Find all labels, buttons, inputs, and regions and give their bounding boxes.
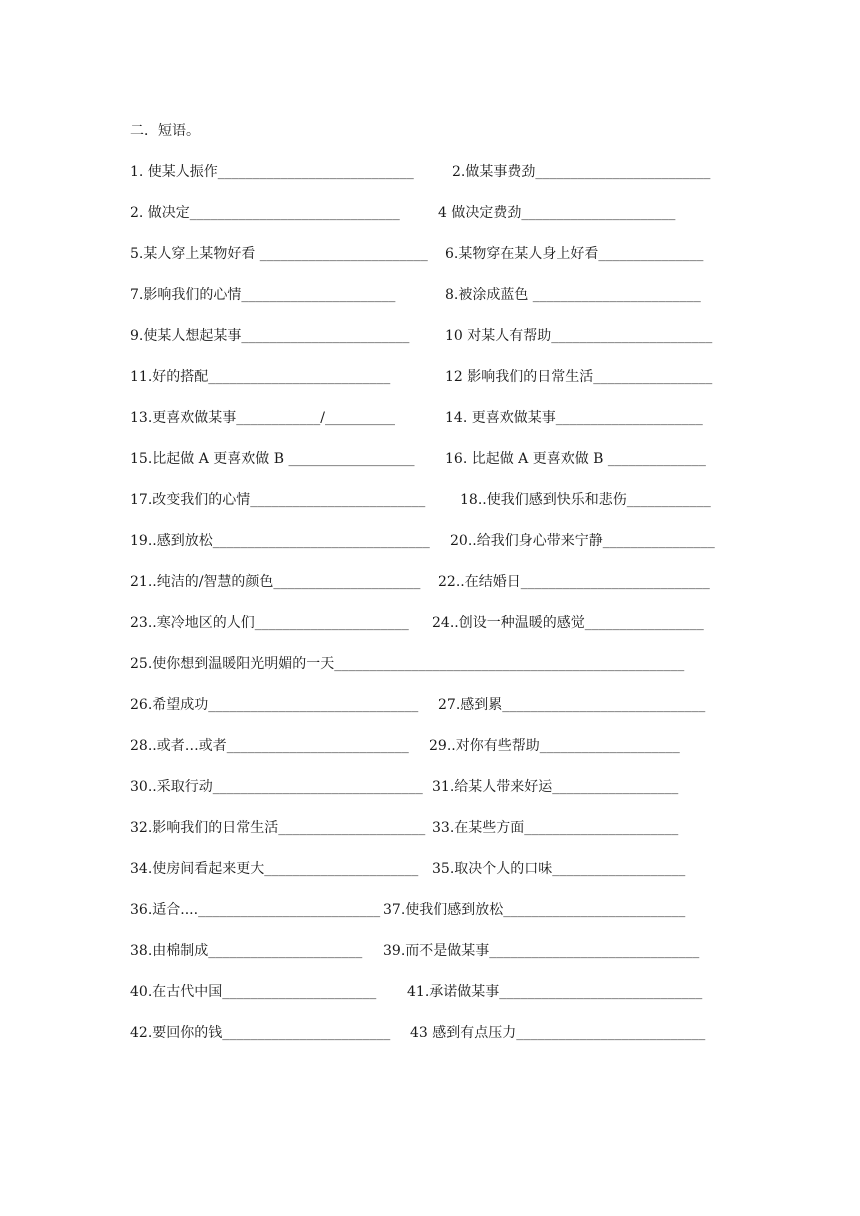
phrase-item: 42.要回你的钱________________________	[130, 1025, 391, 1041]
phrase-item: 7.影响我们的心情______________________	[130, 287, 396, 303]
phrase-item: 32.影响我们的日常生活_____________________	[130, 820, 426, 836]
phrase-item: 16. 比起做 A 更喜欢做 B ______________	[445, 451, 706, 467]
phrase-item: 14. 更喜欢做某事_____________________	[445, 410, 703, 426]
phrase-item: 26.希望成功______________________________	[130, 697, 419, 713]
phrase-item: 12 影响我们的日常生活_________________	[445, 369, 713, 385]
phrase-item: 40.在古代中国______________________	[130, 984, 377, 1000]
phrase-item: 5.某人穿上某物好看 ________________________	[130, 246, 428, 262]
phrase-item: 41.承诺做某事_____________________________	[407, 984, 703, 1000]
phrase-item: 13.更喜欢做某事____________/__________	[130, 410, 395, 426]
phrase-item: 25.使你想到温暖阳光明媚的一天__________________________________________________	[130, 656, 685, 672]
phrase-item: 2.做某事费劲_________________________	[452, 164, 711, 180]
phrase-item: 22..在结婚日___________________________	[438, 574, 710, 590]
phrase-item: 11.好的搭配__________________________	[130, 369, 391, 385]
phrase-item: 20..给我们身心带来宁静________________	[450, 533, 715, 549]
phrase-item: 21..纯洁的/智慧的颜色_____________________	[130, 574, 421, 590]
phrase-item: 35.取决个人的口味___________________	[432, 861, 686, 877]
phrase-item: 2. 做决定______________________________	[130, 205, 400, 221]
phrase-item: 38.由棉制成______________________	[130, 943, 363, 959]
phrase-item: 34.使房间看起来更大______________________	[130, 861, 419, 877]
phrase-item: 27.感到累_____________________________	[438, 697, 706, 713]
phrase-item: 39.而不是做某事______________________________	[383, 943, 700, 959]
phrase-item: 31.给某人带来好运__________________	[432, 779, 679, 795]
phrase-item: 19..感到放松_______________________________	[130, 533, 430, 549]
phrase-item: 43 感到有点压力___________________________	[410, 1025, 706, 1041]
phrase-item: 8.被涂成蓝色 ________________________	[445, 287, 701, 303]
phrase-item: 37.使我们感到放松__________________________	[383, 902, 686, 918]
phrase-item: 10 对某人有帮助_______________________	[445, 328, 713, 344]
phrase-item: 6.某物穿在某人身上好看_______________	[445, 246, 704, 262]
phrase-item: 15.比起做 A 更喜欢做 B __________________	[130, 451, 415, 467]
phrase-item: 29..对你有些帮助____________________	[429, 738, 680, 754]
phrase-item: 23..寒冷地区的人们______________________	[130, 615, 409, 631]
phrase-item: 17.改变我们的心情_________________________	[130, 492, 426, 508]
phrase-item: 18..使我们感到快乐和悲伤____________	[460, 492, 711, 508]
phrase-item: 9.使某人想起某事________________________	[130, 328, 410, 344]
phrase-item: 30..采取行动______________________________	[130, 779, 423, 795]
phrase-item: 28..或者…或者__________________________	[130, 738, 409, 754]
phrase-item: 24..创设一种温暖的感觉_________________	[432, 615, 704, 631]
phrase-item: 1. 使某人振作____________________________	[130, 164, 414, 180]
section-heading: 二．短语。	[130, 123, 200, 139]
phrase-item: 36.适合....__________________________	[130, 902, 381, 918]
phrase-item: 4 做决定费劲______________________	[438, 205, 676, 221]
phrase-item: 33.在某些方面______________________	[432, 820, 679, 836]
